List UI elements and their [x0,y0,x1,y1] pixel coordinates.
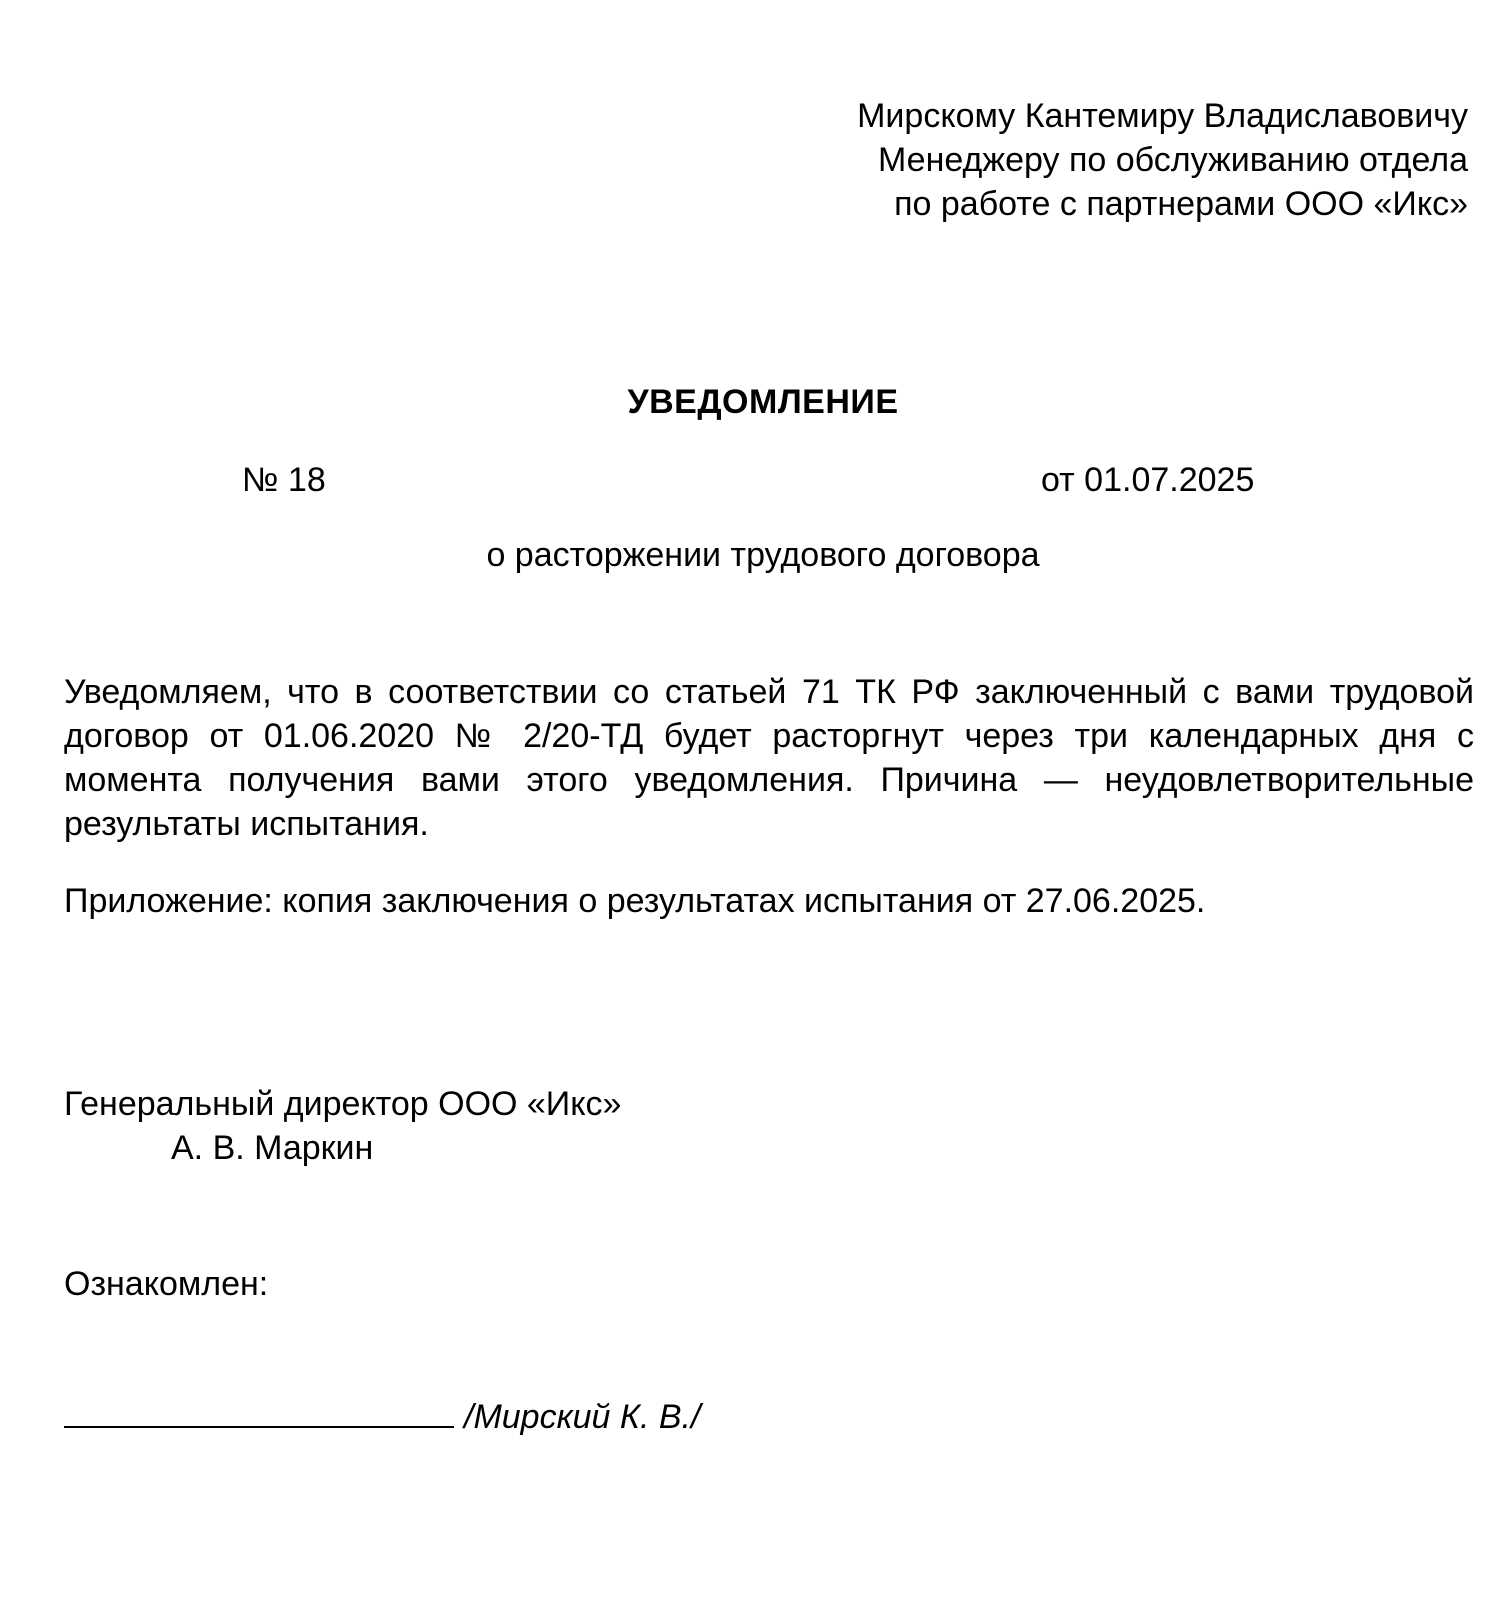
employee-signature-row [64,1390,700,1439]
acknowledgement-label: Ознакомлен: [64,1265,269,1303]
attachment-note: Приложение: копия заключения о результатах испытания от 27.06.2025. [64,882,1206,920]
signer-position: Генеральный директор ООО «Икс» [64,1085,622,1123]
document-number: № 18 [242,461,326,499]
addressee-block [468,94,1468,226]
signer-name: А. В. Маркин [171,1129,374,1167]
signature-line [64,1390,454,1428]
document-date: от 01.07.2025 [1041,461,1255,499]
addressee-position: Менеджеру по обслуживанию отдела [877,141,1468,179]
notice-body-paragraph: Уведомляем, что в соответствии со статьей 71 ТК РФ заключенный с вами трудовой договор от 01.06.2020 № 2/20-ТД будет расторгнут через три календарных дня с момента получения вами этого уведомления. Причина — неудовлетворительные результаты испытания. [64,673,1474,843]
document-subject: о расторжении трудового договора [486,536,1040,574]
employee-signature-name: /Мирский К. В./ [464,1398,701,1436]
document-title: УВЕДОМЛЕНИЕ [627,383,899,421]
addressee-department: по работе с партнерами ООО «Икс» [894,185,1468,223]
addressee-name: Мирскому Кантемиру Владиславовичу [857,97,1468,135]
